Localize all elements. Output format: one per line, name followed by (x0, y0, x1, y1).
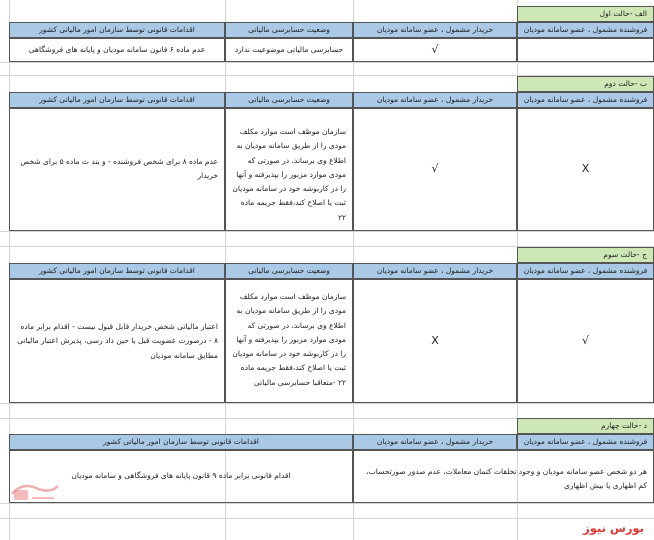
case-a-actions-cell (9, 38, 225, 62)
case-a-header-actions: اقدامات قانونی توسط سازمان امور مالیاتی کشور (9, 22, 225, 38)
watermark-logo-icon (8, 476, 60, 504)
case-d-actions-cell (9, 450, 353, 503)
case-b-header-audit: وضعیت حسابرسی مالیاتی (225, 92, 353, 108)
case-b-title-text: ب -حالت دوم (604, 78, 647, 88)
case-b-buyer-mark: √ (431, 162, 439, 176)
case-b-audit-cell (225, 108, 353, 231)
case-d-header-buyer: خریدار مشمول ، عضو سامانه مودیان (353, 434, 517, 450)
case-b-header-seller: فروشنده مشمول ، عضو سامانه مودیان (517, 92, 654, 108)
case-c-audit-cell (225, 279, 353, 403)
case-a-header-audit: وضعیت حسابرسی مالیاتی (225, 22, 353, 38)
case-d-members-text: هر دو شخص عضو سامانه مودیان و وجود تخلفات کتمان معاملات، عدم صدور صورتحساب، کم اظهاری یا بیش اظهاری (366, 467, 647, 491)
case-c-buyer-cell (353, 279, 517, 403)
case-a-title (517, 6, 654, 22)
case-b-actions-cell (9, 108, 225, 231)
case-b-seller-cell (517, 108, 654, 231)
case-b-header-buyer: خریدار مشمول ، عضو سامانه مودیان (353, 92, 517, 108)
case-b-audit-text: سازمان موظف است موارد مکلف مودی را از طریق سامانه مودیان به اطلاع وی برساند، در صورتی که مودی موارد مزبور را بپذیرفته و آنها را در کاربوشه خود در سامانه مودیان ثبت یا اصلاح کند،فقط جریمه ماده ۲۲ (232, 127, 346, 222)
case-b-header-actions: اقدامات قانونی توسط سازمان امور مالیاتی کشور (9, 92, 225, 108)
case-c-audit-text: سازمان موظف است موارد مکلف مودی را از طریق سامانه مودیان به اطلاع وی برساند، در صورتی که مودی موارد مزبور را بپذیرفته و آنها را در کاربوشه خود در سامانه مودیان ثبت یا اصلاح کند،فقط جریمه ماده ۲۲ -متعاقبا حسابرسی مالیاتی (232, 292, 346, 387)
case-a-audit-cell (225, 38, 353, 62)
case-a-header-buyer: خریدار مشمول ، عضو سامانه مودیان (353, 22, 517, 38)
case-a-seller-cell (517, 38, 654, 62)
case-b-actions-text: عدم ماده ۸ برای شخص فروشنده - و بند ث ماده ۵ برای شخص خریدار (20, 157, 218, 181)
case-d-title (517, 418, 654, 434)
case-b-buyer-cell (353, 108, 517, 231)
case-c-header-actions: اقدامات قانونی توسط سازمان امور مالیاتی کشور (9, 263, 225, 279)
case-b-title (517, 76, 654, 92)
case-d-header-seller: فروشنده مشمول ، عضو سامانه مودیان (517, 434, 654, 450)
case-a-title-text: الف -حالت اول (599, 8, 647, 18)
case-a-buyer-cell (353, 38, 517, 62)
case-c-actions-cell (9, 279, 225, 403)
case-c-header-audit: وضعیت حسابرسی مالیاتی (225, 263, 353, 279)
case-c-seller-cell (517, 279, 654, 403)
case-c-seller-mark: √ (582, 333, 590, 347)
case-c-header-seller: فروشنده مشمول ، عضو سامانه مودیان (517, 263, 654, 279)
case-d-header-actions: اقدامات قانونی توسط سازمان امور مالیاتی کشور (9, 434, 353, 450)
case-a-actions-text: عدم ماده ۶ قانون سامانه مودیان و پایانه های فروشگاهی (28, 44, 206, 54)
case-d-members-cell (353, 450, 654, 503)
case-d-actions-text: اقدام قانونی برابر ماده ۹ قانون پایانه های فروشگاهی و سامانه مودیان (71, 471, 291, 481)
case-c-header-buyer: خریدار مشمول ، عضو سامانه مودیان (353, 263, 517, 279)
case-b-seller-mark: X (581, 162, 590, 176)
case-a-buyer-mark: √ (431, 42, 439, 56)
case-d-title-text: د -حالت چهارم (600, 420, 647, 430)
case-c-buyer-mark: X (431, 333, 439, 347)
case-c-title-text: ج -حالت سوم (603, 249, 647, 259)
case-c-title (517, 247, 654, 263)
brand-label: بورس نیوز (583, 521, 644, 535)
case-a-header-seller: فروشنده مشمول ، عضو سامانه مودیان (517, 22, 654, 38)
case-a-audit-text: حسابرسی مالیاتی موضوعیت ندارد (234, 44, 344, 54)
case-c-actions-text: اعتبار مالیاتی شخص خریدار قابل قبول نیست - اقدام برابر ماده ۸ - درصورت عضویت قبل یا حین داد رسی، پذیرش اعتبار مالیاتی مطابق سامانه مودیان (17, 322, 218, 360)
